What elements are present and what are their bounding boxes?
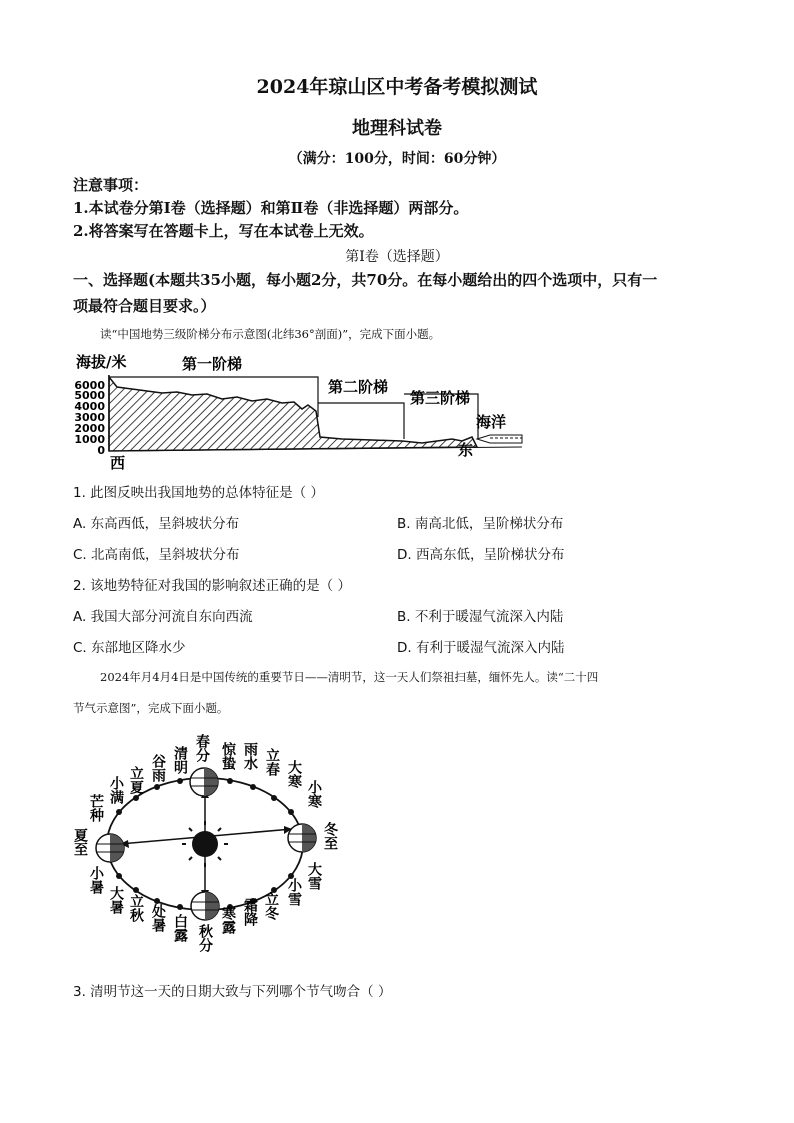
term-qiufen: 秋分 xyxy=(197,924,213,952)
ocean-label: 海洋 xyxy=(476,413,507,431)
exam-title: 2024年琼山区中考备考模拟测试 xyxy=(256,76,538,98)
y-tick-5000: 5000 xyxy=(74,389,105,402)
y-tick-2000: 2000 xyxy=(74,422,105,435)
sea-shape xyxy=(477,435,522,443)
y-tick-6000: 6000 xyxy=(74,379,105,392)
y-tick-4000: 4000 xyxy=(74,400,105,413)
q2-option-d[interactable]: D. 有利于暖湿气流深入内陆 xyxy=(397,640,565,656)
term-xiaoxue: 小雪 xyxy=(286,878,302,906)
west-label: 西 xyxy=(110,454,126,472)
score-time: （满分：100分，时间：60分钟） xyxy=(288,151,506,167)
q1-option-d[interactable]: D. 西高东低，呈阶梯状分布 xyxy=(397,547,565,563)
east-label: 东 xyxy=(458,441,474,459)
earth-spring-icon xyxy=(190,768,218,796)
term-dongzhi: 冬至 xyxy=(322,822,338,850)
exam-subtitle: 地理科试卷 xyxy=(352,118,442,139)
term-guyu: 谷雨 xyxy=(150,754,166,782)
q1-option-c[interactable]: C. 北高南低，呈斜坡状分布 xyxy=(73,547,240,563)
term-hanlu: 寒露 xyxy=(220,906,236,934)
term-xiazhi: 夏至 xyxy=(72,828,88,856)
section-title: 第Ⅰ卷（选择题） xyxy=(345,249,449,265)
earth-summer-icon xyxy=(96,834,124,862)
term-daxue: 大雪 xyxy=(306,862,322,890)
earth-winter-icon xyxy=(288,824,316,852)
term-jingzhe: 惊蛰 xyxy=(220,742,236,770)
q1-option-b[interactable]: B. 南高北低，呈阶梯状分布 xyxy=(397,516,564,532)
intro-solar-terms-1: 2024年月4月4日是中国传统的重要节日——清明节，这一天人们祭祖扫墓，缅怀先人。读“二十四 xyxy=(100,670,599,684)
term-bailu: 白露 xyxy=(172,914,188,942)
term-dahan: 大寒 xyxy=(286,760,302,788)
q2-option-c[interactable]: C. 东部地区降水少 xyxy=(73,640,186,656)
y-tick-1000: 1000 xyxy=(74,433,105,446)
notice-heading: 注意事项： xyxy=(73,176,149,194)
notice-item-2: 2.将答案写在答题卡上，写在本试卷上无效。 xyxy=(73,222,374,240)
term-yushui: 雨水 xyxy=(242,742,258,770)
y-tick-0: 0 xyxy=(97,444,105,457)
intro-terrain: 读“中国地势三级阶梯分布示意图(北纬36°剖面)”，完成下面小题。 xyxy=(100,327,441,341)
q1-option-a[interactable]: A. 东高西低，呈斜坡状分布 xyxy=(73,516,240,532)
section-instruction-2: 项最符合题目要求。） xyxy=(73,297,216,315)
q2-option-a[interactable]: A. 我国大部分河流自东向西流 xyxy=(73,609,253,625)
q3-stem: 3. 清明节这一天的日期大致与下列哪个节气吻合（ ） xyxy=(73,984,392,1000)
term-xiaoshu: 小暑 xyxy=(88,866,104,894)
term-chunfen: 春分 xyxy=(194,734,210,762)
term-xiaoman: 小满 xyxy=(108,776,124,804)
q2-stem: 2. 该地势特征对我国的影响叙述正确的是（ ） xyxy=(73,578,351,594)
term-mangzhong: 芒种 xyxy=(88,794,104,822)
term-lidong: 立冬 xyxy=(263,892,279,920)
term-qingming: 清明 xyxy=(172,746,188,774)
term-shuangjiang: 霜降 xyxy=(242,898,258,926)
term-lixia: 立夏 xyxy=(128,766,144,794)
solar-terms-diagram xyxy=(72,726,362,956)
term-chushu: 处暑 xyxy=(150,904,166,932)
step3-label: 第三阶梯 xyxy=(410,389,471,407)
term-liqiu: 立秋 xyxy=(128,894,144,922)
term-lichun: 立春 xyxy=(264,748,280,776)
step2-box xyxy=(318,403,404,439)
term-dashu: 大暑 xyxy=(108,886,124,914)
y-tick-3000: 3000 xyxy=(74,411,105,424)
earth-autumn-icon xyxy=(191,892,219,920)
y-axis-label: 海拔/米 xyxy=(76,353,127,371)
term-xiaohan: 小寒 xyxy=(306,780,322,808)
intro-solar-terms-2: 节气示意图”，完成下面小题。 xyxy=(73,701,229,715)
step2-label: 第二阶梯 xyxy=(328,378,389,396)
notice-item-1: 1.本试卷分第Ⅰ卷（选择题）和第Ⅱ卷（非选择题）两部分。 xyxy=(73,199,469,217)
step1-label: 第一阶梯 xyxy=(182,355,243,373)
terrain-profile-figure xyxy=(72,347,532,472)
section-instruction-1: 一、选择题(本题共35小题，每小题2分，共70分。在每小题给出的四个选项中，只有一 xyxy=(73,271,658,289)
q2-option-b[interactable]: B. 不利于暖湿气流深入内陆 xyxy=(397,609,564,625)
q1-stem: 1. 此图反映出我国地势的总体特征是（ ） xyxy=(73,485,324,501)
